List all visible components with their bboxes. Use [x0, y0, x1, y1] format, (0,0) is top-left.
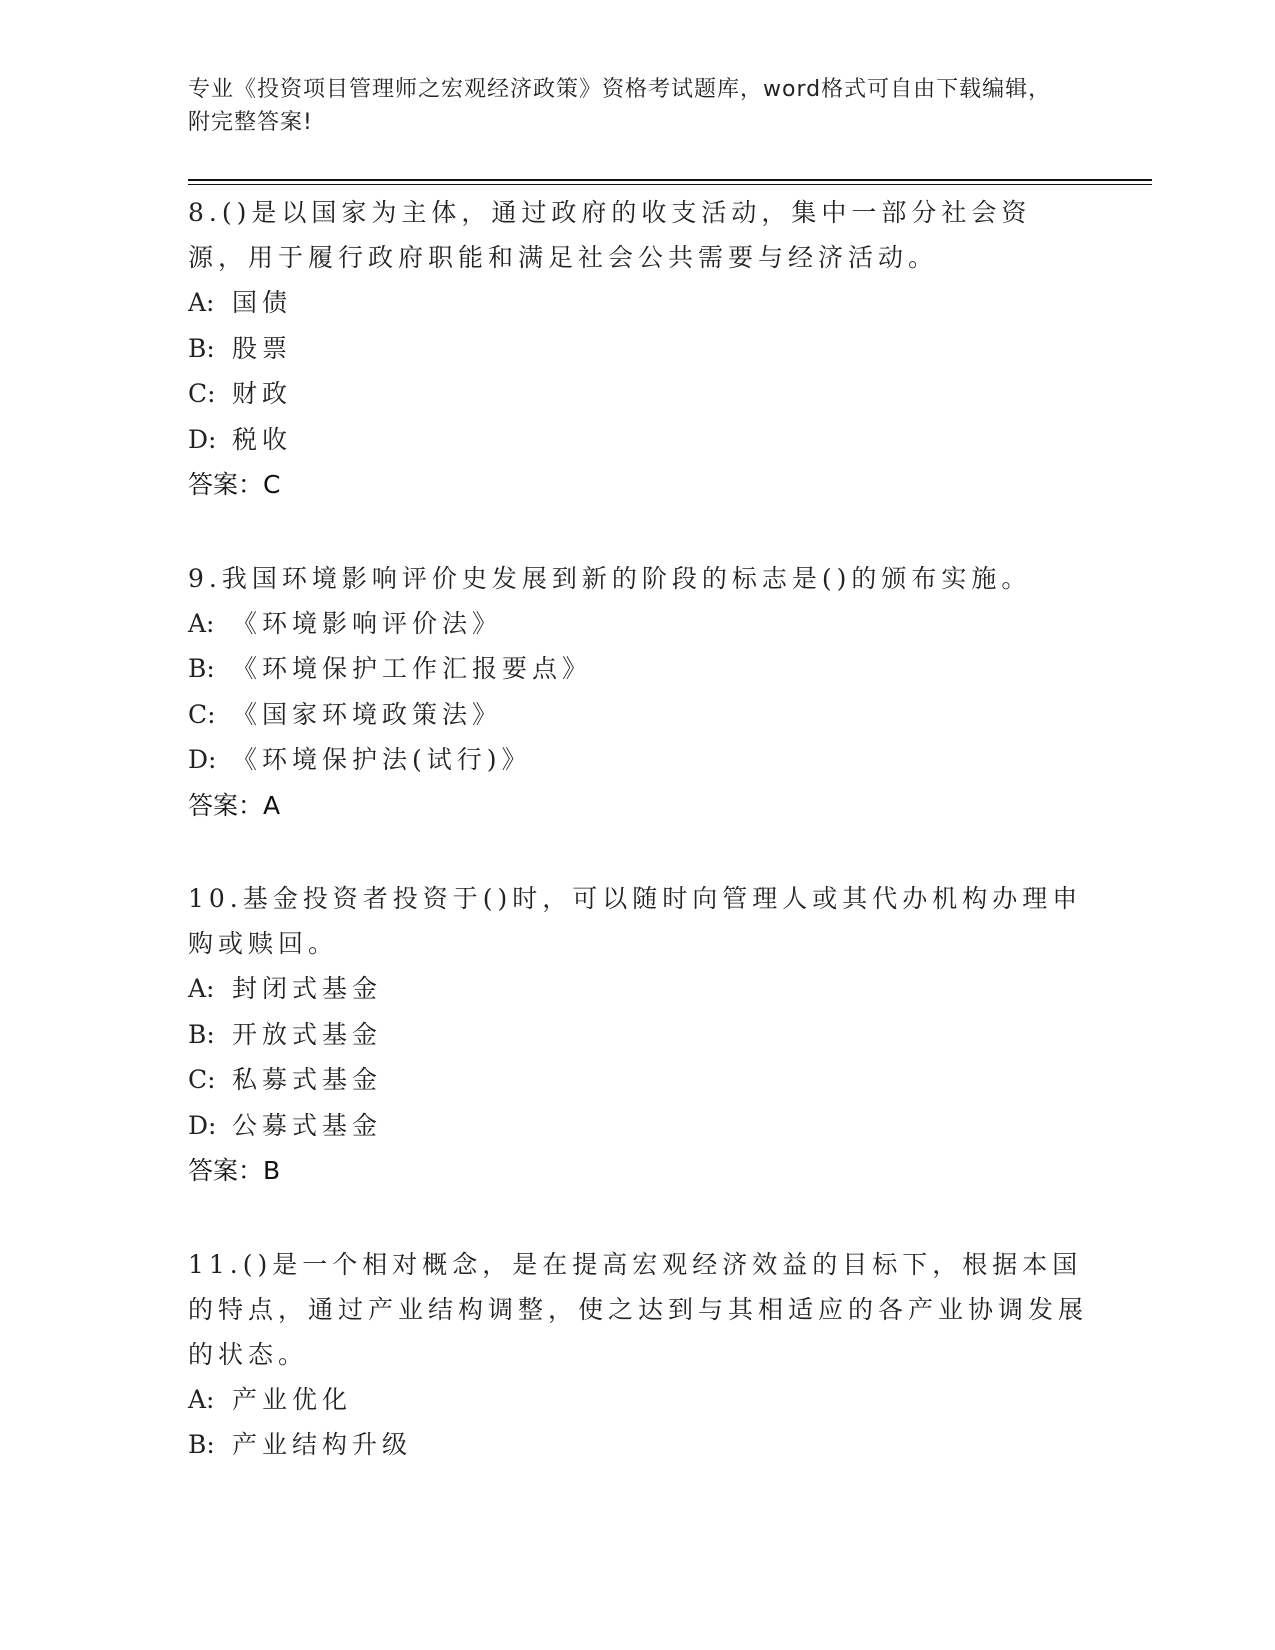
question-stem: 9.我国环境影响评价史发展到新的阶段的标志是()的颁布实施。	[188, 563, 1032, 593]
option-text: 公募式基金	[232, 1110, 383, 1140]
answer-line: 答案：B	[188, 1156, 281, 1185]
option-d	[188, 1103, 1088, 1149]
option-text: 私募式基金	[232, 1065, 383, 1094]
header-divider-thick	[188, 179, 1152, 181]
option-key: D:	[188, 745, 217, 774]
option-text: 《环境保护工作汇报要点》	[232, 654, 593, 683]
question-11	[188, 1242, 1088, 1468]
answer-line: 答案：C	[188, 470, 281, 499]
option-key: B:	[188, 654, 215, 683]
option-key: D:	[188, 1110, 217, 1140]
question-9	[188, 556, 1088, 829]
option-key: A:	[188, 1384, 215, 1414]
option-b	[188, 646, 1088, 692]
option-text: 《国家环境政策法》	[232, 699, 503, 729]
option-key: B:	[188, 1430, 215, 1459]
option-key: B:	[188, 333, 215, 363]
option-text: 股票	[232, 333, 293, 363]
option-b	[188, 1422, 1088, 1468]
option-text: 封闭式基金	[232, 974, 383, 1003]
option-text: 产业优化	[232, 1384, 353, 1414]
option-d	[188, 737, 1088, 783]
header-divider-thin	[188, 184, 1152, 185]
option-key: D:	[188, 424, 217, 454]
option-c	[188, 371, 1088, 417]
option-d	[188, 417, 1088, 463]
option-key: A:	[188, 974, 215, 1003]
option-key: B:	[188, 1019, 215, 1049]
option-c	[188, 1057, 1088, 1103]
option-a	[188, 601, 1088, 647]
document-header: 专业《投资项目管理师之宏观经济政策》资格考试题库，word格式可自由下载编辑，附完整答案!	[188, 77, 1052, 135]
option-b	[188, 326, 1088, 372]
option-key: A:	[188, 608, 215, 638]
option-text: 开放式基金	[232, 1019, 383, 1049]
option-text: 产业结构升级	[232, 1430, 413, 1459]
question-stem: 10.基金投资者投资于()时，可以随时向管理人或其代办机构办理申购或赎回。	[188, 884, 1083, 958]
option-text: 国债	[232, 288, 293, 317]
option-text: 税收	[232, 424, 293, 454]
question-stem: 11.()是一个相对概念，是在提高宏观经济效益的目标下，根据本国的特点，通过产业结构调整，使之达到与其相适应的各产业协调发展的状态。	[188, 1249, 1089, 1369]
option-key: C:	[188, 379, 216, 408]
option-key: C:	[188, 699, 216, 729]
option-key: A:	[188, 288, 215, 317]
option-a	[188, 1377, 1088, 1423]
question-8	[188, 190, 1088, 508]
option-c	[188, 692, 1088, 738]
answer-line: 答案：A	[188, 790, 281, 820]
question-10	[188, 876, 1088, 1194]
option-text: 《环境影响评价法》	[232, 608, 503, 638]
option-b	[188, 1012, 1088, 1058]
question-stem: 8.()是以国家为主体，通过政府的收支活动，集中一部分社会资源，用于履行政府职能和满足社会公共需要与经济活动。	[188, 198, 1032, 272]
option-text: 《环境保护法(试行)》	[232, 745, 532, 774]
question-list	[188, 190, 1088, 1516]
option-a	[188, 280, 1088, 326]
option-key: C:	[188, 1065, 216, 1094]
option-text: 财政	[232, 379, 293, 408]
option-a	[188, 966, 1088, 1012]
